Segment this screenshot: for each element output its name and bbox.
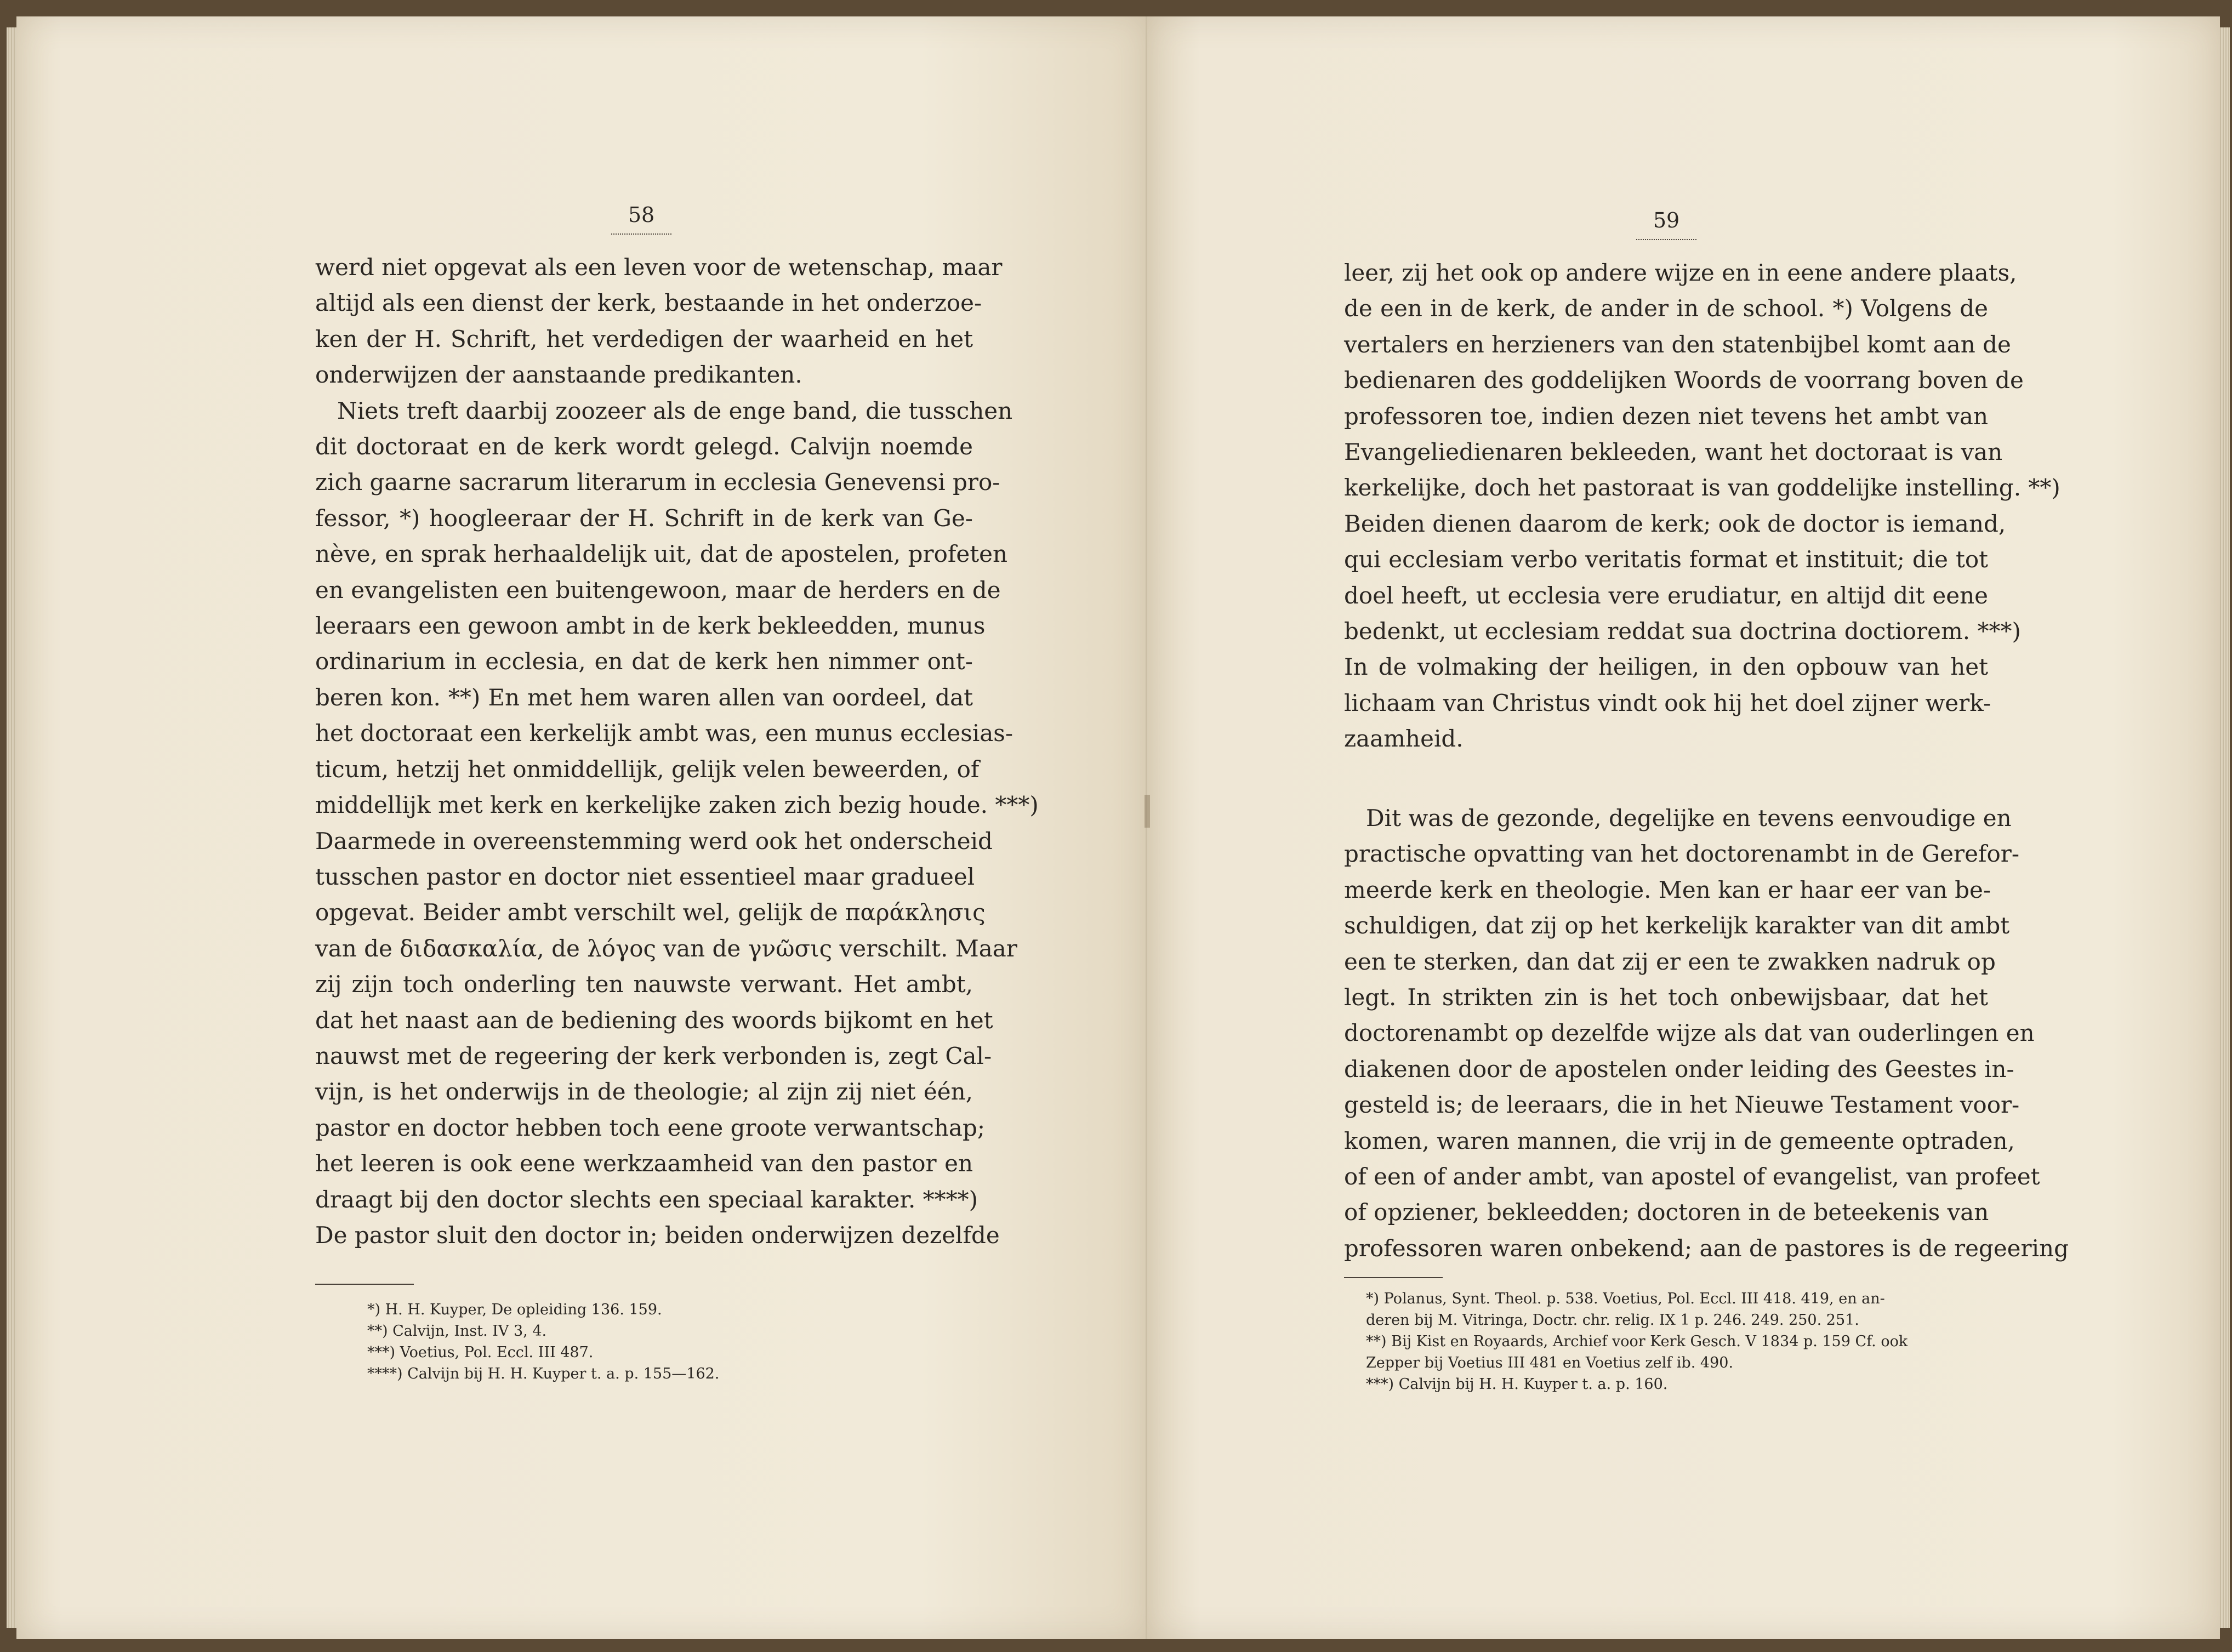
page-number-left: 58 <box>587 203 696 235</box>
text-line: ordinarium in ecclesia, en dat de kerk hen nimmer ont- <box>315 648 973 675</box>
text-line: of een of ander ambt, van apostel of evangelist, van profeet <box>1344 1163 2040 1190</box>
footnote: **) Calvijn, Inst. IV 3, 4. <box>367 1323 547 1340</box>
text-line: legt. In strikten zin is het toch onbewijsbaar, dat het <box>1344 984 1988 1011</box>
footnote: *) Polanus, Synt. Theol. p. 538. Voetius, Pol. Eccl. III 418. 419, en an- <box>1366 1290 1885 1307</box>
text-line: zich gaarne sacrarum literarum in ecclesia Genevensi pro- <box>315 469 1000 496</box>
text-line: zaamheid. <box>1344 725 1464 753</box>
footnote: Zepper bij Voetius III 481 en Voetius zelf ib. 490. <box>1366 1354 1734 1371</box>
text-line: fessor, *) hoogleeraar der H. Schrift in de kerk van Ge- <box>315 504 973 532</box>
text-line: Niets treft daarbij zoozeer als de enge band, die tusschen <box>337 397 1013 424</box>
text-line: van de διδασκαλία, de λόγος van de γνῶσις verschilt. Maar <box>315 935 1017 962</box>
footnote: *) H. H. Kuyper, De opleiding 136. 159. <box>367 1301 662 1318</box>
page-number-right: 59 <box>1612 208 1721 240</box>
book-spread <box>16 16 2220 1639</box>
footnote: ****) Calvijn bij H. H. Kuyper t. a. p. 155—162. <box>367 1365 720 1382</box>
text-line: doel heeft, ut ecclesia vere erudiatur, en altijd dit eene <box>1344 582 1988 609</box>
text-line: lichaam van Christus vindt ook hij het doel zijner werk- <box>1344 689 1991 716</box>
text-line: kerkelijke, doch het pastoraat is van goddelijke instelling. **) <box>1344 474 2060 502</box>
text-line: zij zijn toch onderling ten nauwste verwant. Het ambt, <box>315 971 973 998</box>
text-line: gesteld is; de leeraars, die in het Nieuwe Testament voor- <box>1344 1091 2020 1119</box>
text-line: bedenkt, ut ecclesiam reddat sua doctrina doctiorem. ***) <box>1344 618 2021 645</box>
text-line: opgevat. Beider ambt verschilt wel, gelijk de παράκλησις <box>315 899 986 926</box>
text-line: practische opvatting van het doctorenambt in de Gerefor- <box>1344 840 2020 868</box>
text-line: Dit was de gezonde, degelijke en tevens eenvoudige en <box>1366 805 2012 831</box>
text-line: professoren waren onbekend; aan de pastores is de regeering <box>1344 1234 2069 1262</box>
text-line: komen, waren mannen, die vrij in de gemeente optraden, <box>1344 1127 2015 1154</box>
text-line: draagt bij den doctor slechts een speciaal karakter. ****) <box>315 1186 978 1213</box>
text-line: qui ecclesiam verbo veritatis format et instituit; die tot <box>1344 546 1988 573</box>
text-line: of opziener, bekleedden; doctoren in de beteekenis van <box>1344 1199 1989 1226</box>
text-line: het doctoraat een kerkelijk ambt was, een munus ecclesias- <box>315 720 1013 747</box>
text-line: In de volmaking der heiligen, in den opbouw van het <box>1344 653 1988 681</box>
text-line: doctorenambt op dezelfde wijze als dat van ouderlingen en <box>1344 1019 2035 1047</box>
footnote: deren bij M. Vitringa, Doctr. chr. relig. IX 1 p. 246. 249. 250. 251. <box>1366 1312 1859 1329</box>
text-line: middellijk met kerk en kerkelijke zaken zich bezig houde. ***) <box>315 791 1039 819</box>
right-page-paragraph-1 <box>1344 255 2060 757</box>
right-page <box>1147 16 2220 1639</box>
page-edges-right <box>2220 27 2230 1628</box>
text-line: schuldigen, dat zij op het kerkelijk karakter van dit ambt <box>1344 912 2010 939</box>
text-line: beren kon. **) En met hem waren allen van oordeel, dat <box>315 683 973 711</box>
text-line: het leeren is ook eene werkzaamheid van den pastor en <box>315 1150 973 1177</box>
text-line: dit doctoraat en de kerk wordt gelegd. Calvijn noemde <box>315 433 973 460</box>
text-line: de een in de kerk, de ander in de school. *) Volgens de <box>1344 295 1988 322</box>
text-line: meerde kerk en theologie. Men kan er haar eer van be- <box>1344 876 1991 903</box>
text-line: nauwst met de regeering der kerk verbonden is, zegt Cal- <box>315 1042 992 1069</box>
text-line: leeraars een gewoon ambt in de kerk bekleedden, munus <box>315 612 986 640</box>
text-line: pastor en doctor hebben toch eene groote verwantschap; <box>315 1114 985 1141</box>
left-page <box>16 16 1147 1639</box>
text-line: altijd als een dienst der kerk, bestaande in het onderzoe- <box>315 289 982 317</box>
text-line: en evangelisten een buitengewoon, maar de herders en de <box>315 576 1001 603</box>
text-line: Evangeliedienaren bekleeden, want het doctoraat is van <box>1344 438 2003 466</box>
footnote: **) Bij Kist en Royaards, Archief voor Kerk Gesch. V 1834 p. 159 Cf. ook <box>1366 1333 1908 1350</box>
right-page-footnotes <box>1366 1288 1991 1395</box>
text-line: ken der H. Schrift, het verdedigen der waarheid en het <box>315 325 973 352</box>
text-line: vertalers en herzieners van den statenbijbel komt aan de <box>1344 331 2011 358</box>
text-line: professoren toe, indien dezen niet tevens het ambt van <box>1344 402 1988 430</box>
page-edges-left <box>7 27 16 1628</box>
text-line: nève, en sprak herhaaldelijk uit, dat de apostelen, profeten <box>315 540 1008 568</box>
text-line: ticum, hetzij het onmiddellijk, gelijk velen beweerden, of <box>315 755 980 783</box>
binding-mark <box>1145 795 1150 828</box>
text-line: De pastor sluit den doctor in; beiden onderwijzen dezelfde <box>315 1221 1000 1249</box>
text-line: bedienaren des goddelijken Woords de voorrang boven de <box>1344 367 2024 394</box>
left-page-footnotes <box>367 1299 719 1385</box>
left-page-body <box>315 249 1039 1253</box>
footnote: ***) Calvijn bij H. H. Kuyper t. a. p. 160. <box>1366 1376 1668 1393</box>
text-line: een te sterken, dan dat zij er een te zwakken nadruk op <box>1344 948 1996 975</box>
footnote: ***) Voetius, Pol. Eccl. III 487. <box>367 1344 594 1361</box>
text-line: vijn, is het onderwijs in de theologie; al zijn zij niet één, <box>315 1078 973 1106</box>
text-line: tusschen pastor en doctor niet essentieel maar gradueel <box>315 863 975 890</box>
text-line: werd niet opgevat als een leven voor de wetenschap, maar <box>315 254 1003 281</box>
text-line: leer, zij het ook op andere wijze en in eene andere plaats, <box>1344 259 2017 286</box>
text-line: dat het naast aan de bediening des woords bijkomt en het <box>315 1006 993 1034</box>
text-line: diakenen door de apostelen onder leiding des Geestes in- <box>1344 1055 2014 1083</box>
footnote-rule-left <box>315 1284 414 1285</box>
text-line: Daarmede in overeenstemming werd ook het onderscheid <box>315 827 993 855</box>
text-line: Beiden dienen daarom de kerk; ook de doctor is iemand, <box>1344 510 2006 537</box>
footnote-rule-right <box>1344 1277 1443 1278</box>
right-page-paragraph-2 <box>1344 800 2069 1266</box>
text-line: onderwijzen der aanstaande predikanten. <box>315 361 802 389</box>
